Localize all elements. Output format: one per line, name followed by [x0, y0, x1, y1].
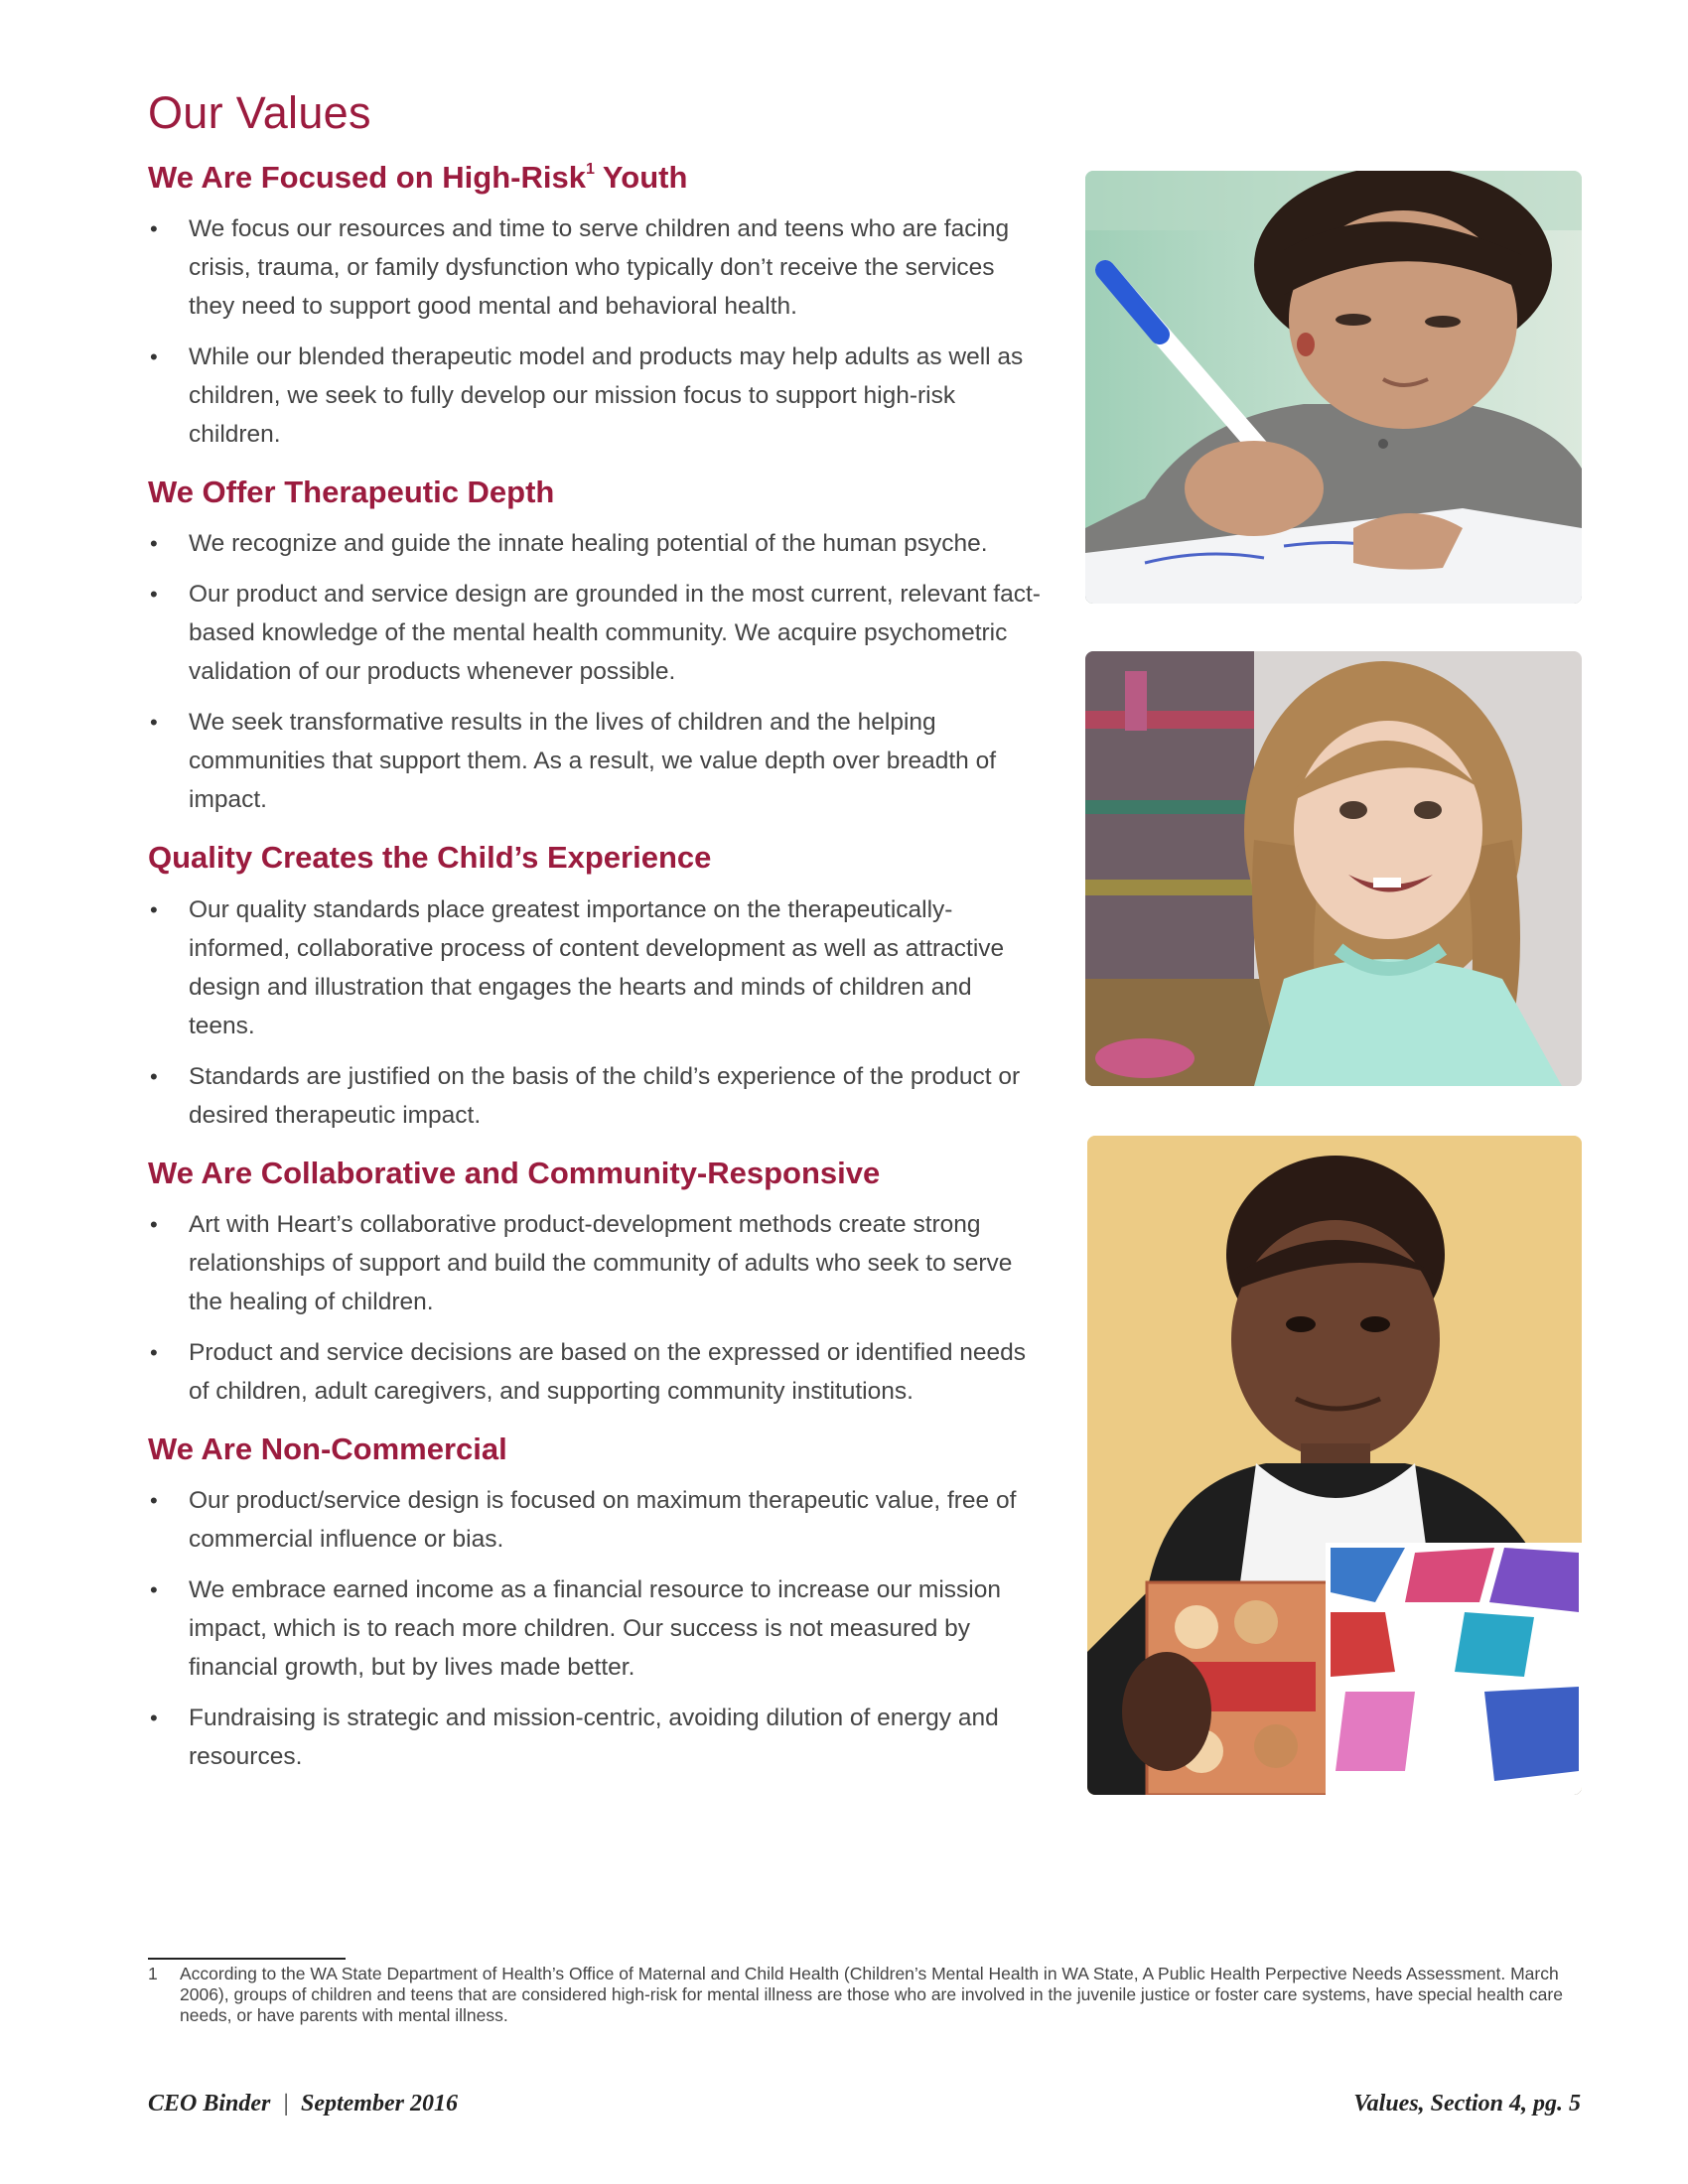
list-item: • Fundraising is strategic and mission-centric, avoiding dilution of energy and resources. — [148, 1699, 1042, 1776]
footer-separator: | — [282, 2091, 289, 2116]
photo-boy-drawing — [1085, 171, 1582, 604]
bullet-list — [148, 1205, 1042, 1411]
list-item: • Our product/service design is focused on maximum therapeutic value, free of commercial influence or bias. — [148, 1481, 1042, 1559]
section-heading: We Are Non-Commercial — [148, 1431, 507, 1466]
section-heading: We Offer Therapeutic Depth — [148, 475, 555, 510]
photo-boy-drawing-illustration — [1085, 171, 1582, 604]
values-content — [148, 159, 1042, 1796]
footnote-divider — [148, 1958, 346, 1960]
bullet-icon: • — [150, 1211, 158, 1237]
list-item: • Our product and service design are grounded in the most current, relevant fact-based knowledge of the mental health community. We acquire psychometric validation of our products whenever possible. — [148, 575, 1042, 691]
bullet-icon: • — [150, 1063, 158, 1089]
bullet-icon: • — [150, 1339, 158, 1365]
footnote — [148, 1964, 1578, 2026]
section-collaborative — [148, 1155, 1042, 1411]
bullet-icon: • — [150, 582, 158, 608]
photo-smiling-girl — [1085, 651, 1582, 1086]
bullet-icon: • — [150, 1705, 158, 1730]
list-item: • We recognize and guide the innate healing potential of the human psyche. — [148, 524, 1042, 563]
photo-girl-with-books — [1087, 1136, 1582, 1795]
section-heading: We Are Collaborative and Community-Responsive — [148, 1155, 881, 1190]
bullet-list — [148, 524, 1042, 819]
bullet-icon: • — [150, 344, 158, 370]
bullet-icon: • — [150, 896, 158, 922]
bullet-list — [148, 890, 1042, 1135]
section-quality — [148, 839, 1042, 1134]
list-item: • We seek transformative results in the lives of children and the helping communities that support them. As a result, we value depth over breadth of impact. — [148, 703, 1042, 819]
bullet-icon: • — [150, 1487, 158, 1513]
section-heading: Quality Creates the Child’s Experience — [148, 840, 712, 876]
footnote-number: 1 — [148, 1964, 158, 1983]
list-item: • Art with Heart’s collaborative product-development methods create strong relationships of support and build the community of adults who seek to serve the healing of children. — [148, 1205, 1042, 1321]
bullet-list — [148, 1481, 1042, 1776]
section-high-risk-youth — [148, 159, 1042, 454]
bullet-icon: • — [150, 1576, 158, 1602]
section-therapeutic-depth — [148, 474, 1042, 819]
page-title: Our Values — [148, 87, 371, 138]
list-item: • Our quality standards place greatest importance on the therapeutically-informed, collaborative process of content development as well as attractive design and illustration that engages the hearts and minds of children and teens. — [148, 890, 1042, 1045]
footer-document-name: CEO Binder — [148, 2091, 271, 2116]
section-non-commercial — [148, 1431, 1042, 1776]
list-item: • We focus our resources and time to serve children and teens who are facing crisis, trauma, or family dysfunction who typically don’t receive the services they need to support good mental and behavioral health. — [148, 209, 1042, 326]
footer-date: September 2016 — [300, 2091, 458, 2116]
list-item: • While our blended therapeutic model and products may help adults as well as children, we seek to fully develop our mission focus to support high-risk children. — [148, 338, 1042, 454]
footnote-ref[interactable]: 1 — [585, 161, 595, 178]
footnote-text: According to the WA State Department of Health’s Office of Maternal and Child Health (Children’s Mental Health in WA State, A Public Health Perpective Needs Assessment. March 2006), groups of children and teens that are considered high-risk for mental illness are those who are involved in the juvenile justice or foster care systems, have special health care needs, or have parents with mental illness. — [180, 1964, 1563, 2025]
footer-page-reference: Values, Section 4, pg. 5 — [1353, 2091, 1581, 2116]
list-item: • Product and service decisions are based on the expressed or identified needs of children, adult caregivers, and supporting community institutions. — [148, 1333, 1042, 1411]
photo-girl-with-books-illustration — [1087, 1136, 1582, 1795]
bullet-list — [148, 209, 1042, 454]
list-item: • We embrace earned income as a financial resource to increase our mission impact, which is to reach more children. Our success is not measured by financial growth, but by lives made better. — [148, 1570, 1042, 1687]
bullet-icon: • — [150, 710, 158, 736]
bullet-icon: • — [150, 531, 158, 557]
photo-smiling-girl-illustration — [1085, 651, 1582, 1086]
footer-left — [148, 2091, 458, 2117]
section-heading: We Are Focused on High-Risk$^1$ Youth — [148, 160, 688, 195]
bullet-icon: • — [150, 216, 158, 242]
list-item: • Standards are justified on the basis of the child’s experience of the product or desired therapeutic impact. — [148, 1057, 1042, 1135]
